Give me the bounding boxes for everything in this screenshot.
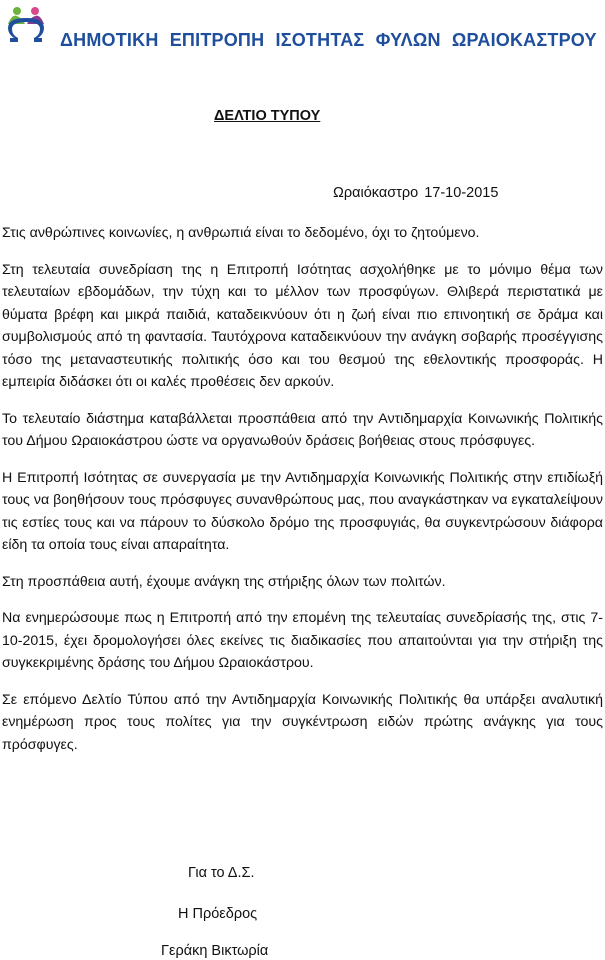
signature-name: Γεράκη Βικτωρία [161, 943, 269, 959]
committee-logo-icon [4, 2, 48, 46]
paragraph: Η Επιτροπή Ισότητας σε συνεργασία με την Αντιδημαρχία Κοινωνικής Πολιτικής στην επιδίωξή τους να βοηθήσουν τους πρόσφυγες συνανθρώπους μας, που αναγκάστηκαν να εγκαταλείψουν τις εστίες τους και να πάρουν το δύσκολο δρόμο της προσφυγιάς, θα συγκεντρώσουν διάφορα είδη τα οποία τους είναι απαραίτητα. [2, 469, 603, 553]
paragraph: Να ενημερώσουμε πως η Επιτροπή από την επομένη της τελευταίας συνεδρίασής της, στις 7-10-2015, έχει δρομολογήσει όλες εκείνες τις διαδικασίες που απαιτούνται για την στήριξη της συγκεκριμένης δράσης του Δήμου Ωραιοκάστρου. [2, 610, 603, 671]
paragraph: Σε επόμενο Δελτίο Τύπου από την Αντιδημαρχία Κοινωνικής Πολιτικής θα υπάρξει αναλυτική ενημέρωση προς τους πολίτες για την συγκέντρωση ειδών πρώτης ανάγκης για τους πρόσφυγες. [2, 691, 603, 753]
signature-role: Η Πρόεδρος [178, 906, 258, 922]
press-release-body [2, 222, 603, 770]
signature-on-behalf: Για το Δ.Σ. [188, 865, 255, 881]
paragraph: Στη τελευταία συνεδρίαση της η Επιτροπή Ισότητας ασχολήθηκε με το μόνιμο θέμα των τελευταίων εβδομάδων, την τύχη και το μέλλον των προσφύγων. Θλιβερά περιστατικά με θύματα βρέφη και μικρά παιδιά, καταδεικνύουν ότι η ζωή είναι πιο επινοητική σε δράμα και συμβολισμούς από τη φαντασία. Ταυτόχρονα καταδεικνύουν την ανάγκη σοβαρής προσέγγισης τόσο της μεταναστευτικής πολιτικής όσο και του θεσμού της εθελοντικής προσφοράς. Η εμπειρία διδάσκει ότι οι καλές προθέσεις δεν αρκούν. [2, 261, 603, 390]
press-release-title: ΔΕΛΤΙΟ ΤΥΠΟΥ [214, 108, 321, 124]
paragraph: Το τελευταίο διάστημα καταβάλλεται προσπάθεια από την Αντιδημαρχία Κοινωνικής Πολιτικής του Δήμου Ωραιοκάστρου ώστε να οργανωθούν δράσεις βοήθειας στους πρόσφυγες. [2, 410, 603, 449]
paragraph: Στη προσπάθεια αυτή, έχουμε ανάγκη της στήριξης όλων των πολιτών. [2, 573, 446, 590]
organization-name: ΔΗΜΟΤΙΚΗ ΕΠΙΤΡΟΠΗ ΙΣΟΤΗΤΑΣ ΦΥΛΩΝ ΩΡΑΙΟΚΑΣΤΡΟΥ [60, 30, 597, 50]
document-header [0, 0, 605, 62]
place-date: Ωραιόκαστρο 17-10-2015 [333, 185, 499, 201]
paragraph: Στις ανθρώπινες κοινωνίες, η ανθρωπιά είναι το δεδομένο, όχι το ζητούμενο. [2, 225, 480, 241]
